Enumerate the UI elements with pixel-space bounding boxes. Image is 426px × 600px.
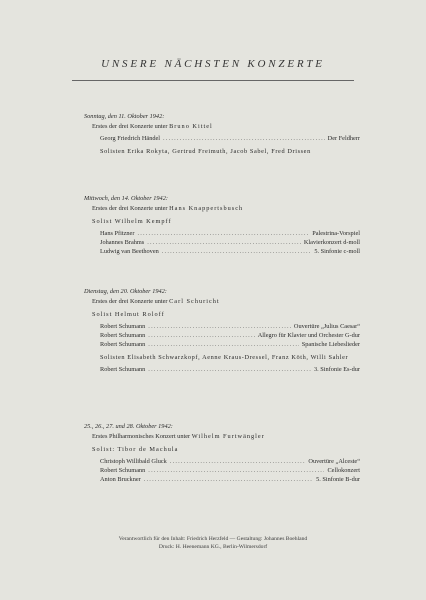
work-title: Klavierkonzert d-moll <box>303 239 360 246</box>
soloist-line: Solist: Tibor de Machula <box>92 446 179 453</box>
program-item <box>84 458 360 467</box>
program-item <box>84 239 360 248</box>
concert-date: 25., 26., 27. und 28. Oktober 1942: <box>84 423 173 430</box>
composer: Ludwig van Beethoven <box>100 248 159 255</box>
concert-section-2 <box>84 195 360 257</box>
concert-intro <box>84 123 360 131</box>
concert-intro <box>84 433 360 441</box>
conductor-name: Bruno Kittel <box>169 123 213 130</box>
composer: Robert Schumann <box>100 323 146 330</box>
conductor-name: Hans Knappertsbusch <box>169 205 244 212</box>
work-title: Cellokonzert <box>327 467 360 474</box>
soloist-line: Solist Helmut Roloff <box>92 311 165 318</box>
composer: Johannes Brahms <box>100 239 145 246</box>
composer: Anton Bruckner <box>100 476 141 483</box>
dot-leader <box>144 476 313 484</box>
title-rule <box>72 80 354 81</box>
concert-intro <box>84 298 360 306</box>
dot-leader <box>170 458 306 466</box>
work-title: 5. Sinfonie c-moll <box>314 248 360 255</box>
program-item <box>84 341 360 350</box>
program-item <box>84 476 360 485</box>
concert-section-4 <box>84 423 360 485</box>
work-title: Allegro für Klavier und Orchester G-dur <box>257 332 360 339</box>
composer: Christoph Willibald Gluck <box>100 458 167 465</box>
soloists-line: Solisten Elisabeth Schwarzkopf, Aenne Kraus-Dressel, Franz Köth, Willi Sahler <box>100 354 349 361</box>
concert-intro <box>84 205 360 213</box>
dot-leader <box>148 467 324 475</box>
dot-leader <box>148 323 291 331</box>
dot-leader <box>147 239 301 247</box>
intro-text: Erstes der drei Konzerte unter <box>92 298 168 305</box>
intro-text: Erstes der drei Konzerte unter <box>92 205 168 212</box>
composer: Hans Pfitzner <box>100 230 135 237</box>
work-title: Der Feldherr <box>327 135 360 142</box>
program-item <box>84 248 360 257</box>
work-title: Ouvertüre „Alceste“ <box>308 458 360 465</box>
dot-leader <box>162 248 312 256</box>
conductor-name: Wilhelm Furtwängler <box>191 433 265 440</box>
concert-date: Dienstag, den 20. Oktober 1942: <box>84 288 167 295</box>
program-item <box>84 366 360 375</box>
work-title: Ouvertüre „Julius Caesar“ <box>293 323 360 330</box>
program-item <box>84 467 360 476</box>
work-title: Palestrina-Vorspiel <box>312 230 360 237</box>
soloists-line: Solisten Erika Rokyta, Gertrud Freimuth, Jacob Sabel, Fred Drissen <box>100 148 311 155</box>
soloist-line: Solist Wilhelm Kempff <box>92 218 172 225</box>
imprint-line-2: Druck: H. Heenemann KG., Berlin-Wilmersdorf <box>158 543 268 550</box>
program-item <box>84 332 360 341</box>
page-title: UNSERE NÄCHSTEN KONZERTE <box>101 58 325 70</box>
work-title: Spanische Liebeslieder <box>301 341 360 348</box>
concert-section-1 <box>84 113 360 156</box>
imprint-footer <box>0 536 426 551</box>
concert-date: Sonntag, den 11. Oktober 1942: <box>84 113 165 120</box>
composer: Robert Schumann <box>100 341 146 348</box>
composer: Robert Schumann <box>100 366 146 373</box>
concert-date: Mittwoch, den 14. Oktober 1942: <box>84 195 168 202</box>
composer: Robert Schumann <box>100 467 146 474</box>
work-title: 3. Sinfonie Es-dur <box>314 366 360 373</box>
conductor-name: Carl Schuricht <box>169 298 220 305</box>
dot-leader <box>148 332 254 340</box>
composer: Robert Schumann <box>100 332 146 339</box>
concert-section-3 <box>84 288 360 375</box>
intro-text: Erstes der drei Konzerte unter <box>92 123 168 130</box>
dot-leader <box>163 135 325 143</box>
imprint-line-1: Verantwortlich für den Inhalt: Friedrich Herzfeld — Gestaltung: Johannes Boehland <box>118 536 308 542</box>
dot-leader <box>137 230 309 238</box>
dot-leader <box>148 341 298 349</box>
dot-leader <box>148 366 311 374</box>
program-item <box>84 135 360 144</box>
composer: Georg Friedrich Händel <box>100 135 161 142</box>
intro-text: Erstes Philharmonisches Konzert unter <box>92 433 191 440</box>
program-item <box>84 323 360 332</box>
work-title: 5. Sinfonie B-dur <box>316 476 360 483</box>
program-item <box>84 230 360 239</box>
